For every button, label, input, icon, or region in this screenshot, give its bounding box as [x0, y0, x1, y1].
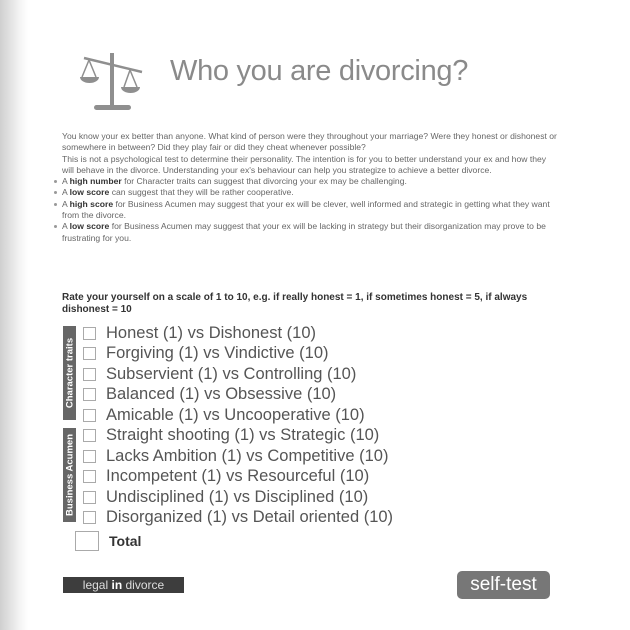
bullet-item: A high number for Character traits can suggest that divorcing your ex may be challenging.: [62, 176, 557, 187]
rating-item: Subservient (1) vs Controlling (10): [83, 364, 393, 385]
total-box[interactable]: [75, 531, 99, 551]
group-label-business-acumen: Business Acumen: [63, 428, 76, 522]
bullet-list: [62, 176, 557, 244]
scales-of-justice-icon: [80, 50, 148, 114]
brand-footer: legal in divorce: [63, 577, 184, 593]
rating-item: Undisciplined (1) vs Disciplined (10): [83, 487, 393, 508]
score-box[interactable]: [83, 470, 96, 483]
rating-item: Amicable (1) vs Uncooperative (10): [83, 405, 393, 426]
intro-text: [62, 131, 557, 244]
rating-item: Balanced (1) vs Obsessive (10): [83, 385, 393, 406]
score-box[interactable]: [83, 347, 96, 360]
score-box[interactable]: [83, 327, 96, 340]
bullet-item: A high score for Business Acumen may suggest that your ex will be clever, well informed and strategic in getting what they want from the divorce.: [62, 199, 557, 222]
bullet-item: A low score for Business Acumen may suggest that your ex will be lacking in strategy but their disorganization may prove to be frustrating for you.: [62, 221, 557, 244]
rating-list: [83, 323, 393, 528]
score-box[interactable]: [83, 388, 96, 401]
self-test-badge: self-test: [457, 571, 550, 599]
page-edge-shadow: [0, 0, 28, 630]
page-title: Who you are divorcing?: [170, 55, 469, 87]
group-label-character-traits: Character traits: [63, 326, 76, 420]
rating-item: Disorganized (1) vs Detail oriented (10): [83, 508, 393, 529]
score-box[interactable]: [83, 368, 96, 381]
intro-paragraph: You know your ex better than anyone. What kind of person were they throughout your marriage? Were they honest or dishonest or somewhere in between? Did they play fair or did they cheat whenever possible?: [62, 131, 557, 153]
intro-paragraph: This is not a psychological test to determine their personality. The intention is for you to better understand your ex and how they will behave in the divorce. Understanding your ex's behaviour can help you strategize to achieve a better divorce.: [62, 153, 547, 175]
score-box[interactable]: [83, 491, 96, 504]
score-box[interactable]: [83, 429, 96, 442]
score-box[interactable]: [83, 450, 96, 463]
rating-instructions: Rate your yourself on a scale of 1 to 10, e.g. if really honest = 1, if sometimes honest = 5, if always dishonest = 10: [62, 292, 528, 315]
total-row: [75, 531, 141, 551]
rating-item: Forgiving (1) vs Vindictive (10): [83, 344, 393, 365]
rating-item: Lacks Ambition (1) vs Competitive (10): [83, 446, 393, 467]
score-box[interactable]: [83, 409, 96, 422]
total-label: Total: [109, 533, 142, 549]
rating-item: Honest (1) vs Dishonest (10): [83, 323, 393, 344]
bullet-item: A low score can suggest that they will be rather cooperative.: [62, 187, 557, 198]
rating-item: Incompetent (1) vs Resourceful (10): [83, 467, 393, 488]
score-box[interactable]: [83, 511, 96, 524]
rating-item: Straight shooting (1) vs Strategic (10): [83, 426, 393, 447]
